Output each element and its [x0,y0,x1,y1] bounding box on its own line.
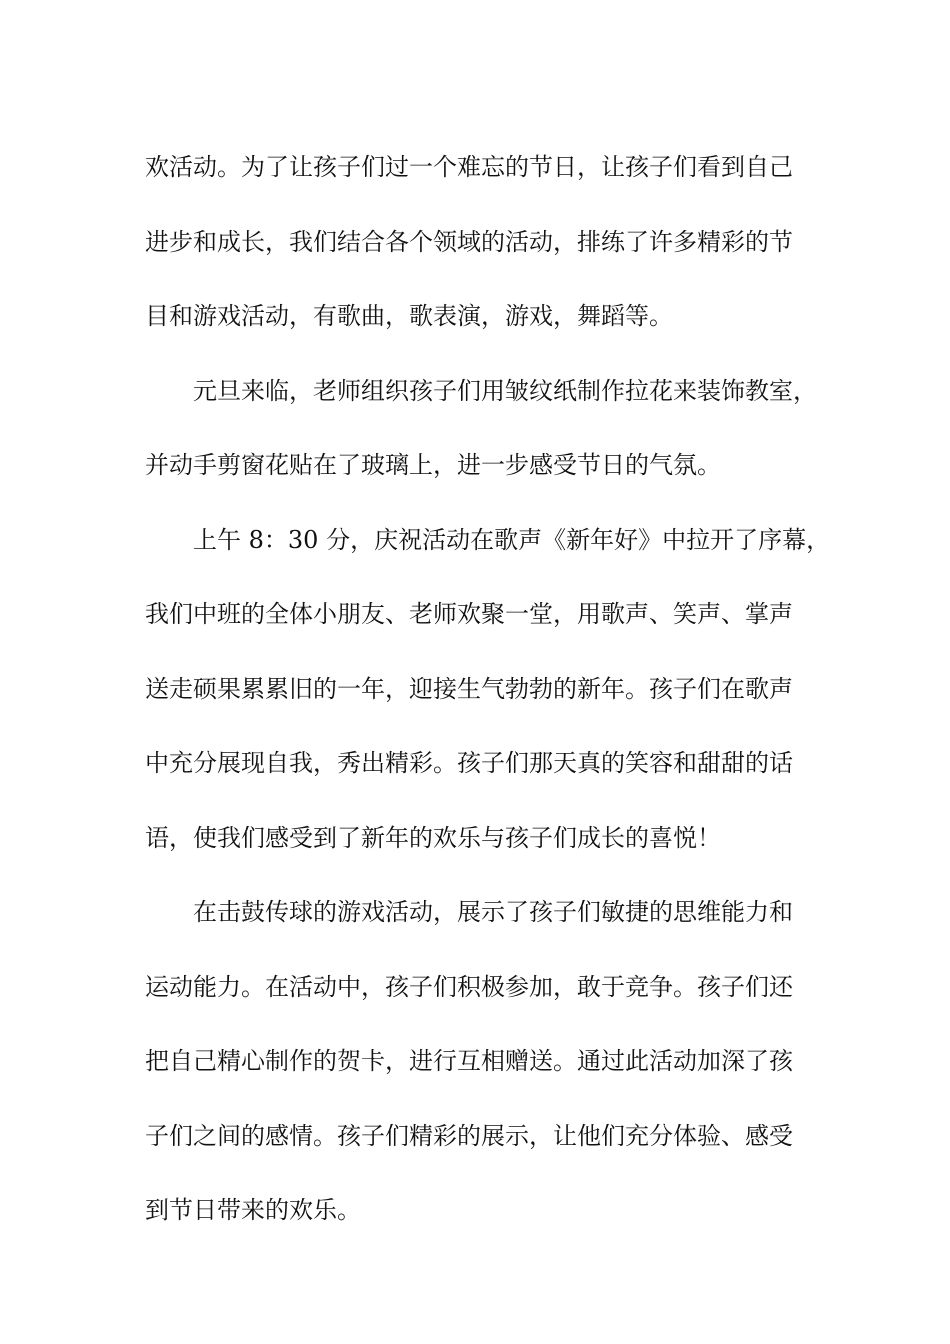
text-line: 并动手剪窗花贴在了玻璃上，进一步感受节日的气氛。 [145,451,721,479]
text-line: 运动能力。在活动中，孩子们积极参加，敢于竞争。孩子们还 [145,972,793,1001]
text-line: 在击鼓传球的游戏活动，展示了孩子们敏捷的思维能力和 [193,898,793,926]
text-line: 目和游戏活动，有歌曲，歌表演，游戏，舞蹈等。 [145,302,673,330]
text-line: 进步和成长，我们结合各个领域的活动，排练了许多精彩的节 [145,227,793,256]
text-line: 子们之间的感情。孩子们精彩的展示，让他们充分体验、感受 [145,1121,793,1150]
text-line: 欢活动。为了让孩子们过一个难忘的节日，让孩子们看到自己 [145,153,793,181]
text-line: 到节日带来的欢乐。 [145,1196,361,1224]
paragraph-4 [145,875,825,1248]
text-line: 元旦来临，老师组织孩子们用皱纹纸制作拉花来装饰教室， [193,376,817,405]
text-line: 我们中班的全体小朋友、老师欢聚一堂，用歌声、笑声、掌声 [145,600,793,628]
text-line: 把自己精心制作的贺卡，进行互相赠送。通过此活动加深了孩 [145,1047,793,1075]
paragraph-2 [145,354,825,503]
text-line: 上午 8：30 分，庆祝活动在歌声《新年好》中拉开了序幕， [193,525,831,554]
paragraph-3 [145,503,831,876]
text-line: 中充分展现自我，秀出精彩。孩子们那天真的笑容和甜甜的话 [145,749,793,777]
paragraph-1 [145,130,825,354]
text-line: 送走硕果累累旧的一年，迎接生气勃勃的新年。孩子们在歌声 [145,674,793,703]
document-body [145,130,831,1248]
text-line: 语，使我们感受到了新年的欢乐与孩子们成长的喜悦！ [145,823,721,852]
